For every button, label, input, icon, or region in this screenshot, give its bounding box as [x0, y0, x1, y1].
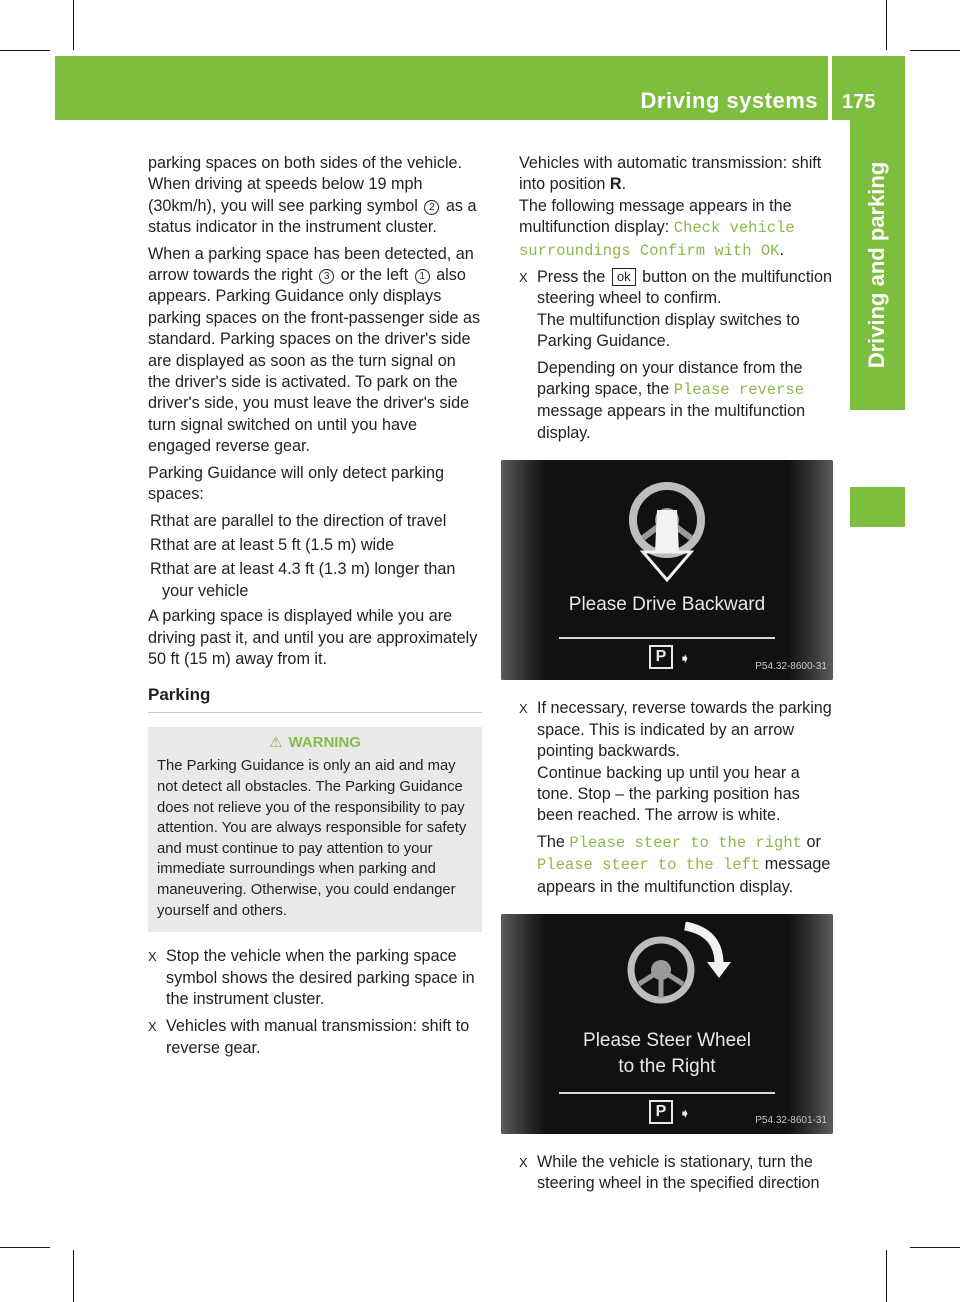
paragraph: The Please steer to the right or Please steer to the left message appears in the multifunction display. [537, 832, 831, 896]
list-item: R that are parallel to the direction of travel [148, 511, 482, 532]
crop-mark [886, 1250, 887, 1302]
display-message: Check vehicle surroundings Confirm with OK [519, 219, 795, 260]
crop-mark [0, 50, 50, 51]
bullet-icon: R [150, 511, 162, 530]
step-arrow-icon: X [519, 270, 528, 286]
crop-mark [910, 1247, 960, 1248]
steering-wheel-icon [625, 480, 709, 585]
warning-icon: ⚠ [269, 733, 283, 751]
paragraph: Continue backing up until you hear a tone. Stop – the parking position has been reached. The arrow is white. [537, 763, 800, 825]
warning-title: ⚠ WARNING [269, 733, 361, 751]
paragraph: A parking space is displayed while you are driving past it, and until you are approximately 50 ft (15 m) away from it. [148, 607, 478, 668]
step-arrow-icon: X [148, 1019, 157, 1035]
paragraph: Parking Guidance will only detect parking spaces: [148, 463, 445, 504]
instrument-display-image [501, 460, 833, 680]
subheading: Parking [148, 684, 482, 712]
parking-symbol-icon: P [649, 1100, 673, 1124]
list-item: R that are at least 4.3 ft (1.3 m) longer than your vehicle [150, 560, 456, 600]
left-column [148, 153, 482, 1065]
chapter-tab [850, 120, 905, 410]
instruction-step: X Vehicles with manual transmission: shift to reverse gear. [148, 1017, 470, 1057]
step-arrow-icon: X [148, 949, 157, 965]
crop-mark [73, 1250, 74, 1302]
display-message: Please steer to the left [537, 856, 761, 875]
bullet-icon: R [150, 560, 162, 579]
step-arrow-icon: X [519, 1154, 528, 1170]
callout-number: 1 [415, 269, 430, 284]
paragraph: The multifunction display switches to Parking Guidance. [537, 310, 800, 351]
instruction-step: X Stop the vehicle when the parking space symbol shows the desired parking space in the instrument cluster. [148, 947, 475, 1008]
paragraph: When a parking space has been detected, an arrow towards the right 3 or the left 1 also appears. Parking Guidance only displays parking spaces on the front-passenger side as standard. Parking spaces on the driver's side are displayed as soon as the turn signal on the driver's side is activated. To park on the driver's side, you must leave the driver's side turn signal switched on until you have engaged reverse gear. [148, 244, 481, 456]
divider [559, 1092, 775, 1094]
display-message-text: Please Steer Wheel [583, 1029, 751, 1051]
crop-mark [0, 1247, 50, 1248]
bullet-icon: R [150, 535, 162, 554]
callout-number: 3 [319, 269, 334, 284]
instrument-display-image [501, 914, 833, 1134]
chapter-title: Driving and parking [864, 161, 889, 369]
instruction-step: X Press the ok button on the multifunction steering wheel to confirm. The multifunction display switches to Parking Guidance. Depending on your distance from the parking space, the Please reverse message appears in the multifunction display. [519, 267, 837, 444]
bullet-list [148, 511, 482, 603]
step-arrow-icon: X [519, 701, 528, 717]
paragraph: The following message appears in the multifunction display: Check vehicle surroundings Confirm with OK. [519, 196, 795, 260]
parking-arrow-icon: ➧ [679, 650, 691, 667]
divider [559, 637, 775, 639]
paragraph: parking spaces on both sides of the vehicle. When driving at speeds below 19 mph (30km/h), you will see parking symbol 2 as a status indicator in the instrument cluster. [148, 154, 477, 237]
crop-mark [910, 50, 960, 51]
paragraph: Depending on your distance from the parking space, the Please reverse message appears in the multifunction display. [537, 358, 806, 442]
instruction-step: X If necessary, reverse towards the parking space. This is indicated by an arrow pointing backwards. Continue backing up until you hear a tone. Stop – the parking position has been reached. The arrow is white. The Please steer to the right or Please steer to the left message appears in the multifunction display. [519, 698, 837, 898]
image-code: P54.32-8600-31 [755, 660, 827, 672]
paragraph: Vehicles with automatic transmission: shift into position R. [519, 154, 822, 194]
chapter-marker [850, 487, 905, 527]
parking-symbol-icon: P [649, 645, 673, 669]
ok-button-icon: ok [612, 268, 636, 286]
list-item: R that are at least 5 ft (1.5 m) wide [148, 535, 482, 556]
callout-number: 2 [424, 200, 439, 215]
crop-mark [886, 0, 887, 50]
display-message: Please steer to the right [569, 833, 802, 852]
page-number: 175 [842, 91, 876, 113]
instruction-step: X While the vehicle is stationary, turn the steering wheel in the specified direction [519, 1152, 820, 1193]
right-column [519, 153, 837, 1201]
image-code: P54.32-8601-31 [755, 1114, 827, 1126]
parking-arrow-icon: ➧ [679, 1104, 691, 1121]
crop-mark [73, 0, 74, 50]
warning-text: The Parking Guidance is only an aid and may not detect all obstacles. The Parking Guidance does not relieve you of the responsibility to pay attention. You are always responsible for safety and must continue to pay attention to your immediate surroundings when parking and maneuvering. Otherwise, you could endanger yourself and others. [157, 758, 467, 919]
steering-wheel-icon [621, 918, 741, 1008]
warning-box [148, 727, 482, 932]
section-title: Driving systems [640, 88, 818, 113]
display-message-text: Please Drive Backward [568, 594, 766, 616]
header-separator [828, 56, 832, 120]
display-message-text: to the Right [618, 1055, 716, 1077]
display-message: Please reverse [673, 381, 805, 400]
